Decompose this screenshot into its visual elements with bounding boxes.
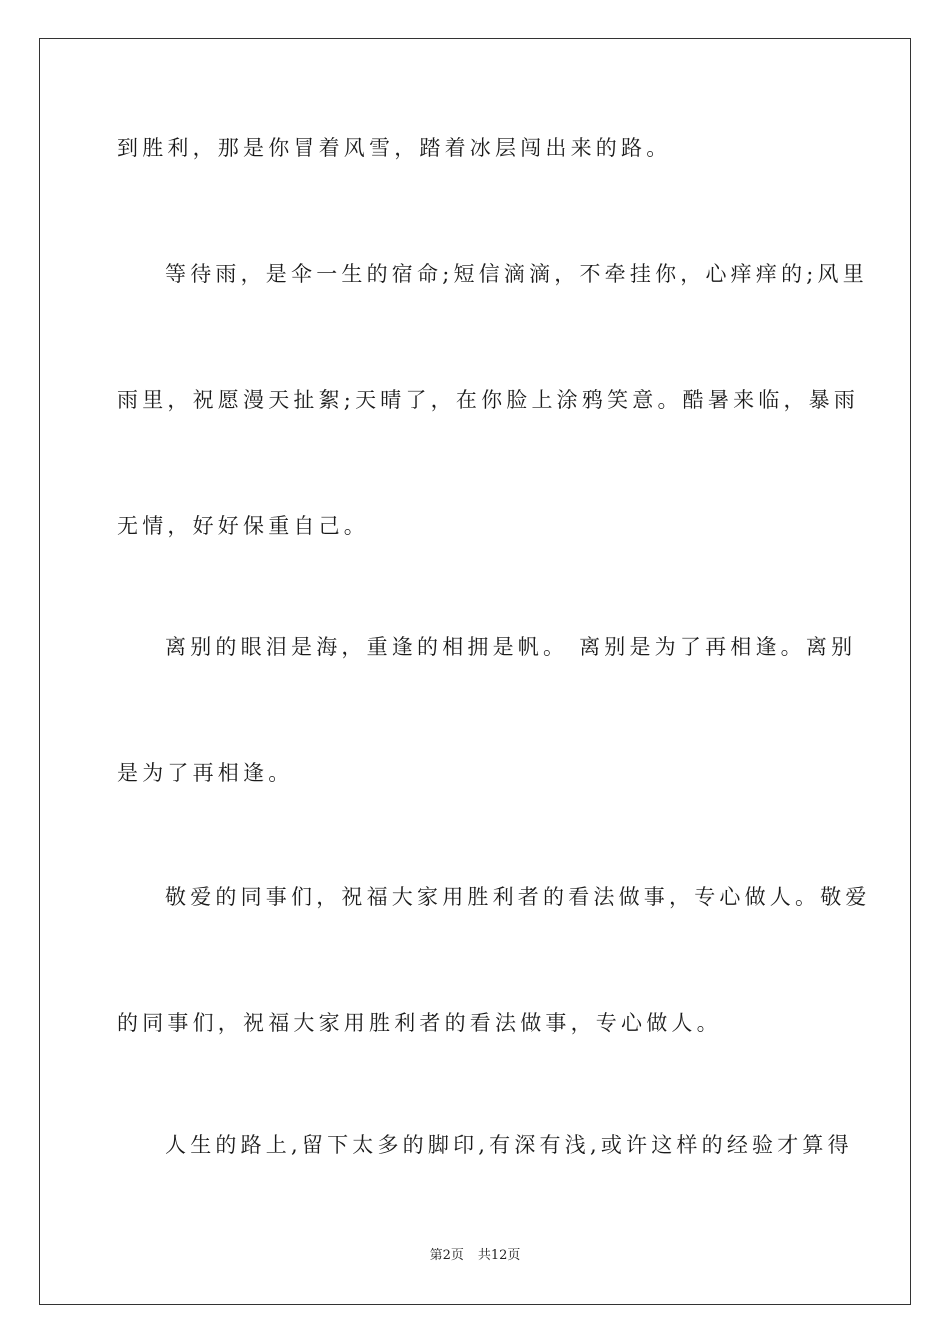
text-line: 到胜利，那是你冒着风雪，踏着冰层闯出来的路。 [117,136,672,160]
text-line: 雨里，祝愿漫天扯絮;天晴了，在你脸上涂鸦笑意。酷暑来临，暴雨 [117,388,860,412]
page-footer [0,1247,950,1265]
page-number: 第2页 [429,1248,464,1263]
text-line: 无情，好好保重自己。 [117,514,369,538]
text-line: 人生的路上,留下太多的脚印,有深有浅,或许这样的经验才算得 [165,1133,853,1157]
text-line: 离别的眼泪是海，重逢的相拥是帆。 离别是为了再相逢。离别 [165,635,857,659]
text-line: 敬爱的同事们，祝福大家用胜利者的看法做事，专心做人。敬爱 [165,885,871,909]
page-total: 共12页 [477,1248,521,1263]
text-line: 等待雨，是伞一生的宿命;短信滴滴，不牵挂你，心痒痒的;风里 [165,262,868,286]
page-border [39,38,911,1305]
text-line: 是为了再相逢。 [117,761,294,785]
text-line: 的同事们，祝福大家用胜利者的看法做事，专心做人。 [117,1011,722,1035]
